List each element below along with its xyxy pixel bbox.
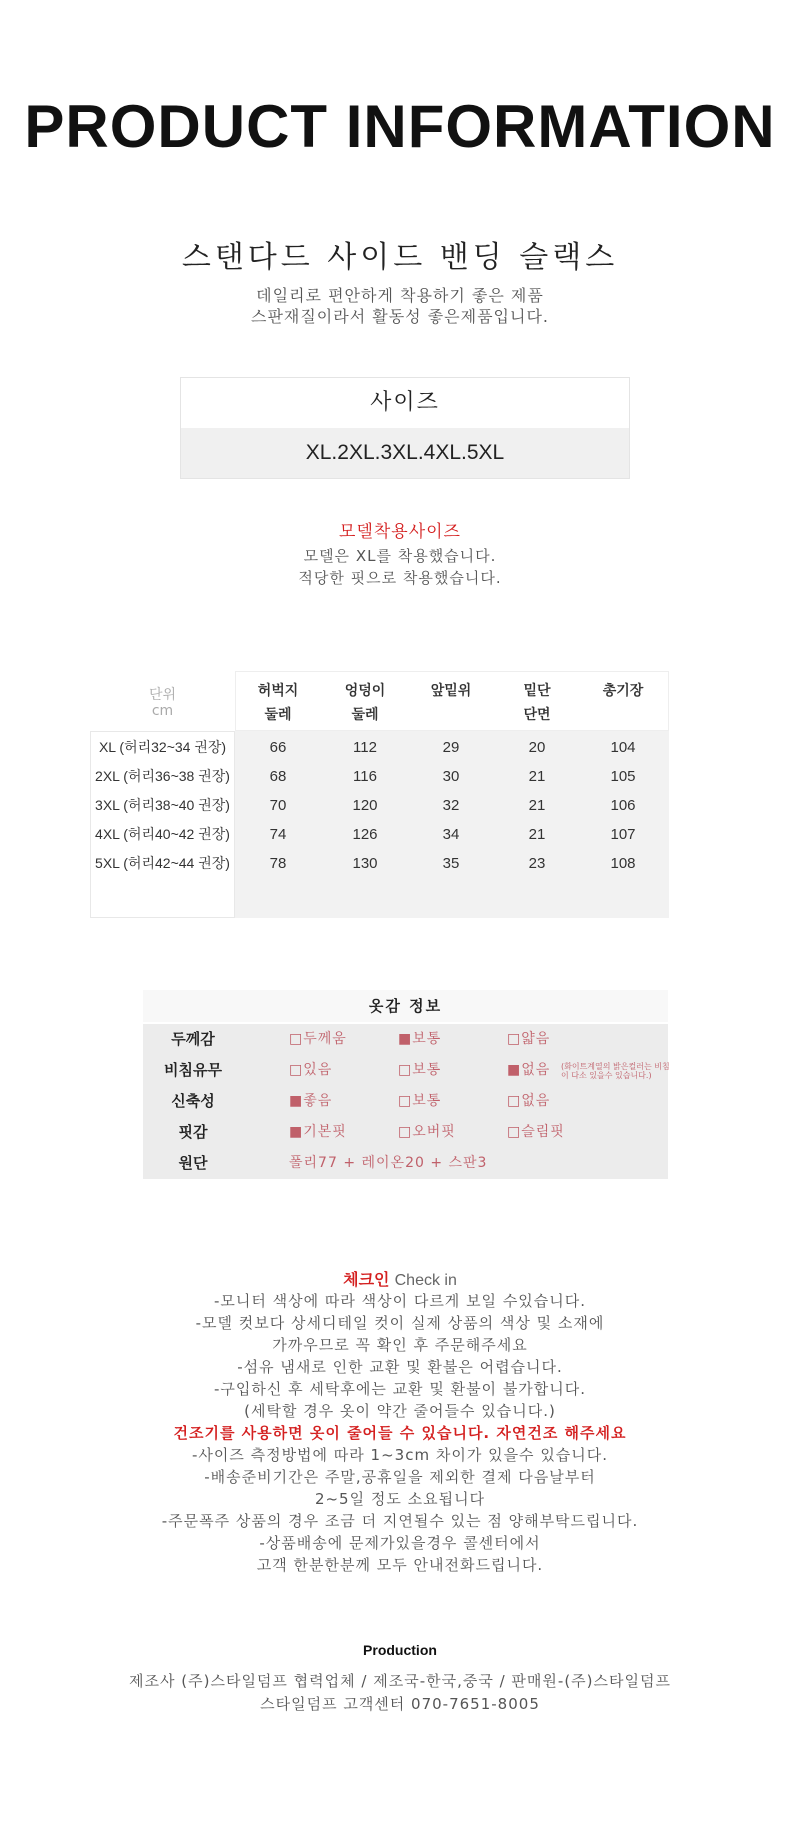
table-cell: 20 <box>528 739 546 756</box>
product-description-line: 데일리로 편안하게 착용하기 좋은 제품 <box>256 286 544 305</box>
column-header: 허벅지 둘레 <box>257 683 299 723</box>
table-cell: 78 <box>269 855 287 872</box>
fabric-row <box>143 1055 668 1086</box>
fabric-info-table <box>143 990 668 1180</box>
table-cell: 23 <box>528 855 546 872</box>
fabric-option: □보통 <box>398 1062 442 1078</box>
product-name: 스탠다드 사이드 밴딩 슬랙스 <box>181 240 619 275</box>
table-cell: 35 <box>442 855 460 872</box>
fabric-row-label: 핏감 <box>178 1123 208 1141</box>
measurement-table <box>90 671 669 918</box>
model-size-line: 모델은 XL를 착용했습니다. <box>303 547 497 565</box>
table-row <box>90 791 669 820</box>
fabric-row <box>143 1086 668 1117</box>
table-cell: 74 <box>269 826 287 843</box>
table-row <box>90 820 669 849</box>
table-cell: 21 <box>528 826 546 843</box>
table-cell: 105 <box>610 768 636 785</box>
fabric-info-title: 옷감 정보 <box>143 990 668 1022</box>
production-line: 제조사 (주)스타일덤프 협력업체 / 제조국-한국,중국 / 판매원-(주)스타일덤프 <box>129 1672 671 1690</box>
page-title: PRODUCT INFORMATION <box>24 93 776 160</box>
production-line: 스타일덤프 고객센터 070-7651-8005 <box>260 1695 540 1713</box>
size-row-label: 2XL (허리36~38 권장) <box>95 768 230 784</box>
size-row-label: 4XL (허리40~42 권장) <box>95 826 230 842</box>
fabric-row <box>143 1117 668 1148</box>
fabric-option: ■없음 <box>507 1062 551 1078</box>
table-cell: 130 <box>352 855 378 872</box>
table-cell: 106 <box>610 797 636 814</box>
table-row <box>90 733 669 762</box>
fabric-row-label: 비침유무 <box>164 1061 222 1079</box>
checkin-line: -주문폭주 상품의 경우 조금 더 지연될수 있는 점 양해부탁드립니다. <box>161 1512 639 1530</box>
checkin-line: -모델 컷보다 상세디테일 컷이 실제 상품의 색상 및 소재에 <box>195 1314 605 1332</box>
checkin-line: -구입하신 후 세탁후에는 교환 및 환불이 불가합니다. <box>213 1380 587 1398</box>
table-cell: 112 <box>353 739 377 756</box>
table-cell: 21 <box>528 797 546 814</box>
fabric-option: □오버핏 <box>398 1124 456 1140</box>
table-cell: 70 <box>269 797 287 814</box>
table-cell: 32 <box>442 797 460 814</box>
checkin-line: -사이즈 측정방법에 따라 1~3cm 차이가 있을수 있습니다. <box>191 1446 609 1464</box>
table-cell: 107 <box>610 826 636 843</box>
table-cell: 68 <box>269 768 287 785</box>
fabric-option: □슬림핏 <box>507 1124 565 1140</box>
column-header: 앞밑위 <box>430 683 472 699</box>
fabric-row <box>143 1024 668 1055</box>
production-title: Production <box>363 1642 437 1658</box>
table-cell: 21 <box>528 768 546 785</box>
checkin-title-en: Check in <box>394 1272 457 1289</box>
fabric-option: ■기본핏 <box>289 1124 347 1140</box>
fabric-composition: 폴리77 + 레이온20 + 스판3 <box>289 1155 488 1171</box>
checkin-line: 고객 한분한분께 모두 안내전화드립니다. <box>256 1556 544 1574</box>
column-header: 총기장 <box>602 683 644 699</box>
checkin-warning-line: 건조기를 사용하면 옷이 줄어들 수 있습니다. 자연건조 해주세요 <box>173 1424 627 1442</box>
table-cell: 126 <box>352 826 378 843</box>
model-size-line: 적당한 핏으로 착용했습니다. <box>298 569 502 587</box>
table-cell: 30 <box>442 768 460 785</box>
fabric-option: ■보통 <box>398 1031 442 1047</box>
fabric-row <box>143 1148 668 1179</box>
size-value: XL.2XL.3XL.4XL.5XL <box>181 428 629 478</box>
checkin-line: 2~5일 정도 소요됩니다 <box>314 1490 486 1508</box>
model-size-title: 모델착용사이즈 <box>339 522 461 542</box>
fabric-option: ■좋음 <box>289 1093 333 1109</box>
column-header: 밑단 단면 <box>523 683 551 723</box>
checkin-title <box>0 1267 800 1290</box>
size-label: 사이즈 <box>181 378 629 428</box>
column-header: 엉덩이 둘레 <box>344 683 386 723</box>
table-row <box>90 762 669 791</box>
fabric-option: □없음 <box>507 1093 551 1109</box>
checkin-line: -모니터 색상에 따라 색상이 다르게 보일 수있습니다. <box>213 1292 587 1310</box>
fabric-option: □보통 <box>398 1093 442 1109</box>
table-cell: 108 <box>610 855 636 872</box>
product-description-line: 스판재질이라서 활동성 좋은제품입니다. <box>250 307 549 326</box>
fabric-row-label: 원단 <box>178 1154 208 1172</box>
size-row-label: XL (허리32~34 권장) <box>98 739 227 755</box>
checkin-line: -상품배송에 문제가있을경우 콜센터에서 <box>259 1534 541 1552</box>
checkin-line: -배송준비기간은 주말,공휴일을 제외한 결제 다음날부터 <box>204 1468 596 1486</box>
fabric-option: □얇음 <box>507 1031 551 1047</box>
table-cell: 104 <box>610 739 636 756</box>
table-cell: 29 <box>442 739 460 756</box>
fabric-note: (화이트계열의 밝은컬러는 비침이 다소 있을수 있습니다.) <box>561 1062 670 1080</box>
unit-label: 단위 cm <box>148 687 177 719</box>
table-cell: 66 <box>269 739 287 756</box>
size-box <box>180 377 630 479</box>
size-row-label: 3XL (허리38~40 권장) <box>95 797 230 813</box>
table-cell: 34 <box>442 826 460 843</box>
fabric-row-label: 신축성 <box>171 1092 215 1110</box>
checkin-title-kr: 체크인 <box>343 1270 390 1289</box>
table-cell: 116 <box>353 768 377 785</box>
fabric-option: □있음 <box>289 1062 333 1078</box>
size-row-label: 5XL (허리42~44 권장) <box>95 855 230 871</box>
fabric-option: □두께움 <box>289 1031 347 1047</box>
checkin-line: -섬유 냄새로 인한 교환 및 환불은 어렵습니다. <box>237 1358 563 1376</box>
table-row <box>90 849 669 878</box>
checkin-line: (세탁할 경우 옷이 약간 줄어들수 있습니다.) <box>244 1402 556 1420</box>
table-cell: 120 <box>352 797 378 814</box>
fabric-row-label: 두께감 <box>171 1030 215 1048</box>
checkin-line: 가까우므로 꼭 확인 후 주문해주세요 <box>272 1336 528 1354</box>
